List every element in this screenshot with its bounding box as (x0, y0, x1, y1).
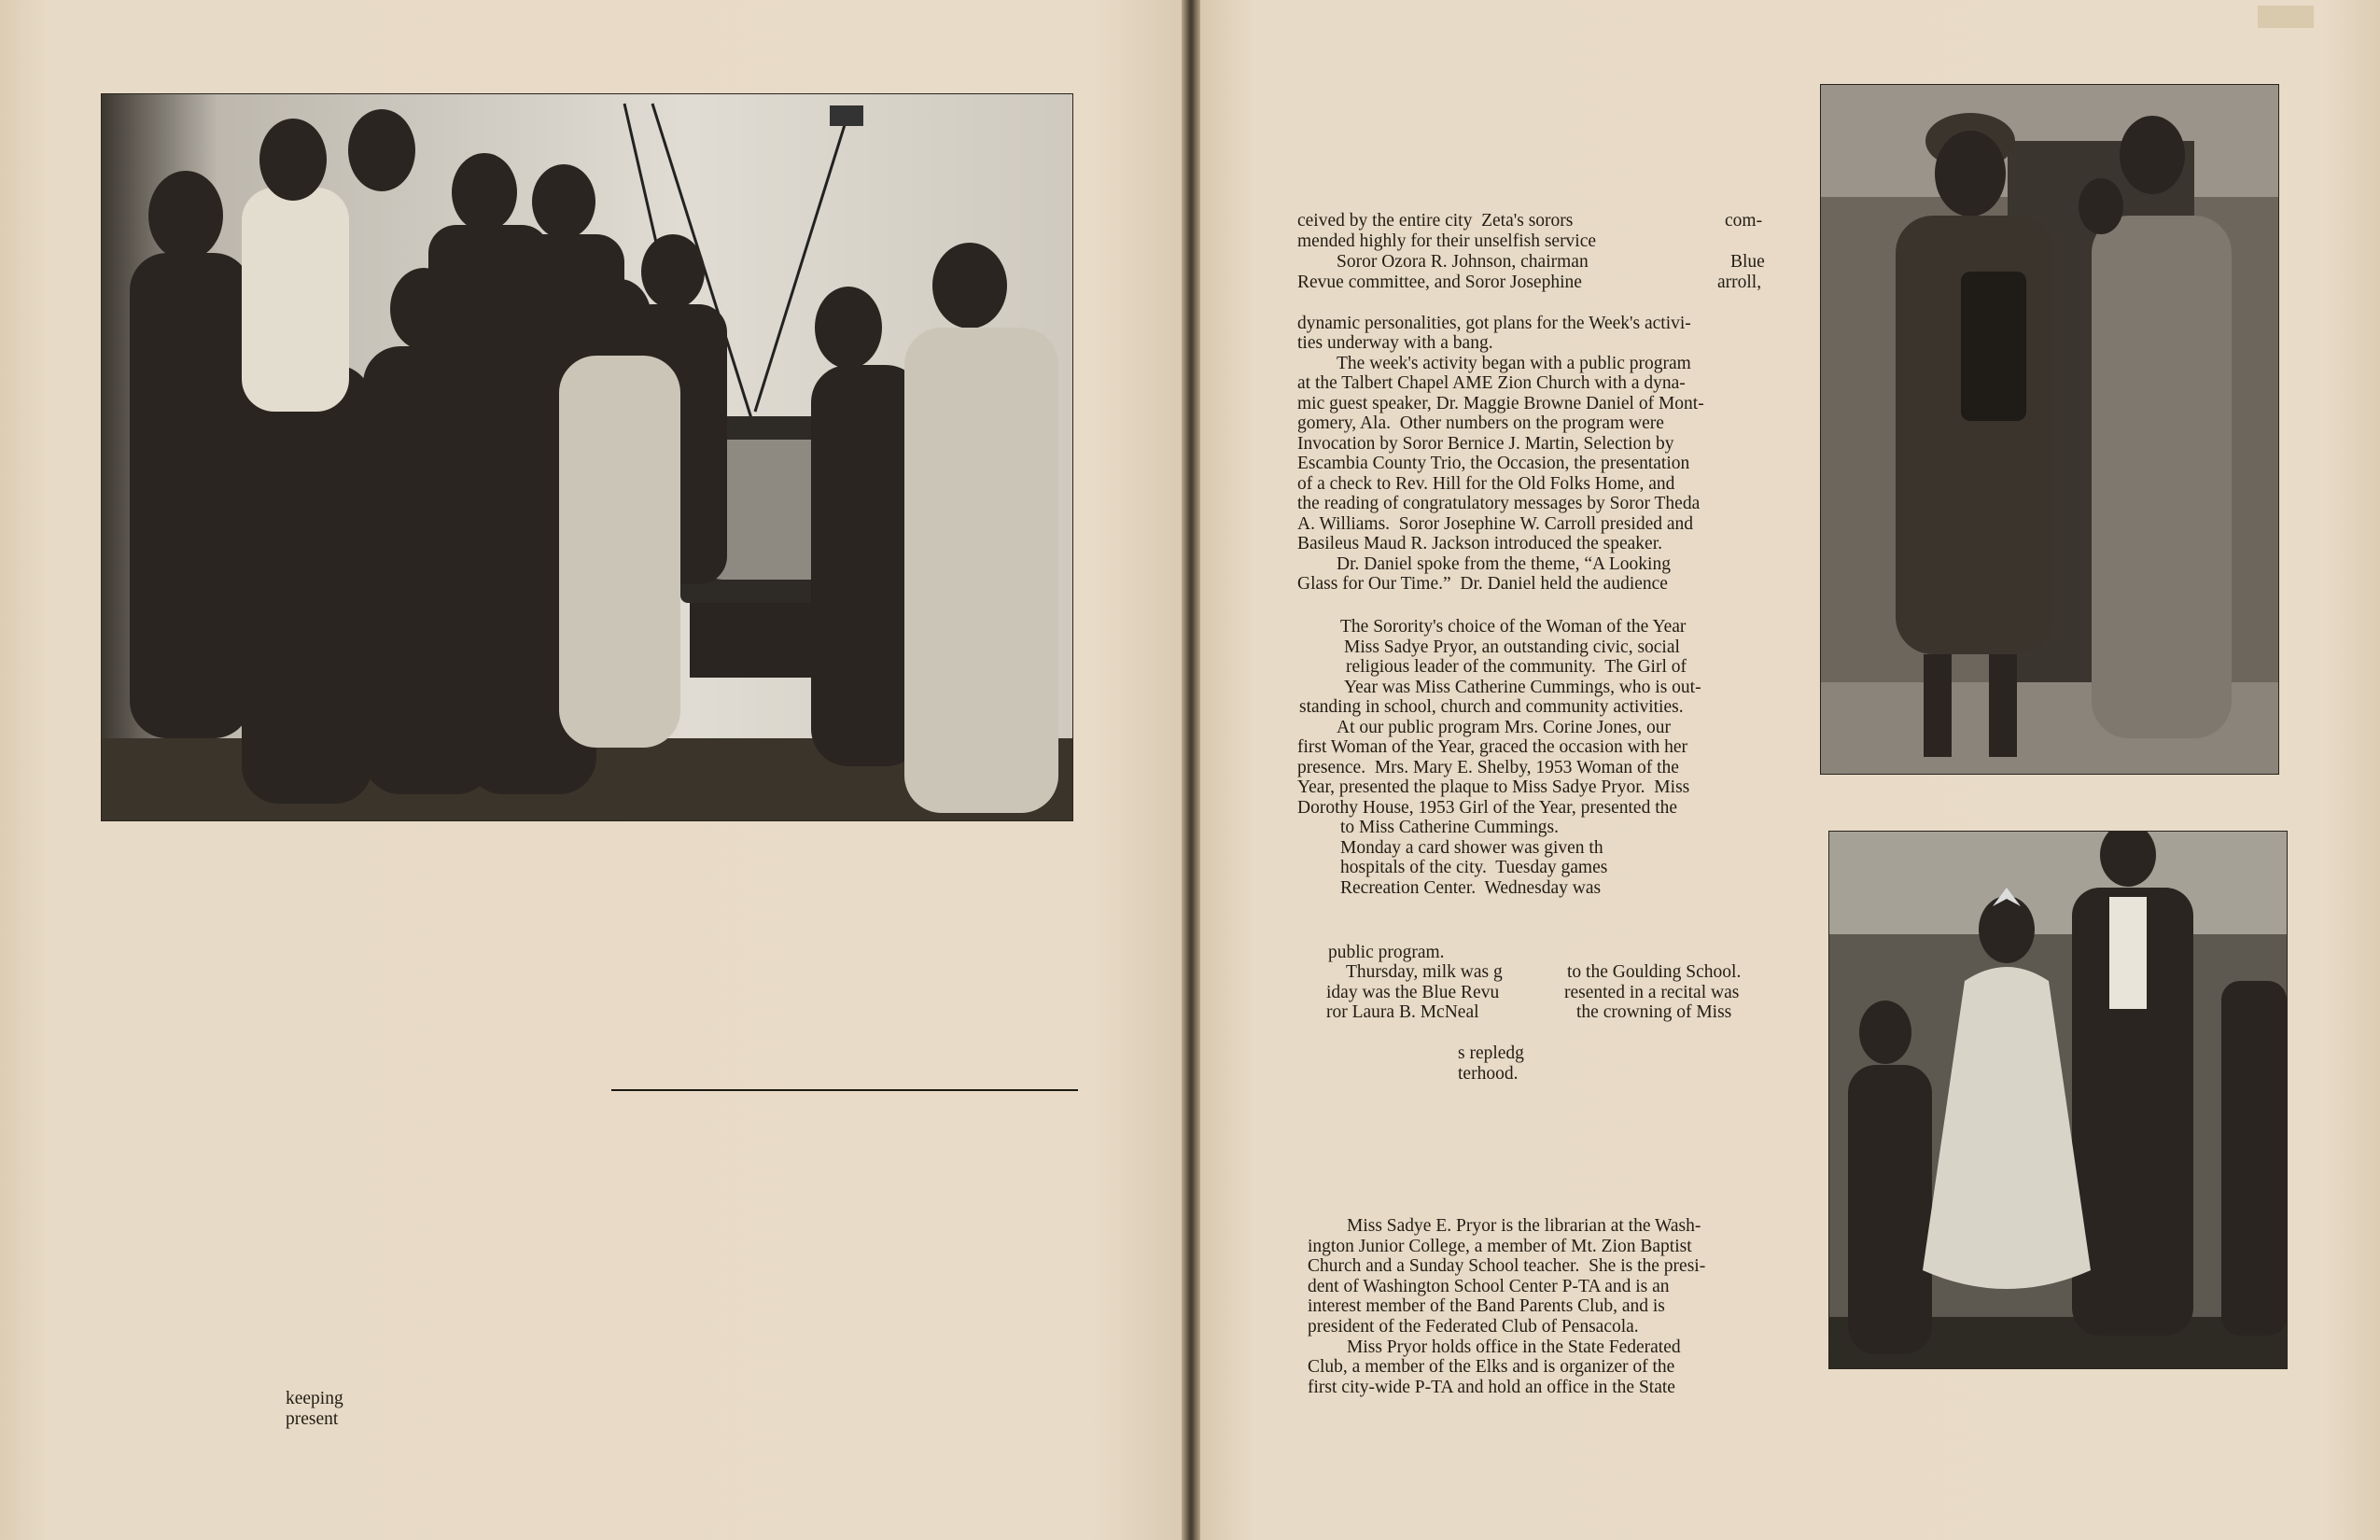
plaque-photo-image (1821, 85, 2278, 774)
para-a-line: gomery, Ala. Other numbers on the program were (1297, 413, 1664, 433)
para-d-line: Miss Sadye E. Pryor is the librarian at the Wash- (1347, 1216, 1701, 1236)
col-a-right-1: com- (1725, 211, 1763, 231)
col-a-line-2: mended highly for their unselfish service (1297, 231, 1597, 251)
para-b-line: standing in school, church and community activities. (1299, 697, 1684, 717)
para-b-line: Recreation Center. Wednesday was (1340, 878, 1602, 898)
para-b-line: Miss Sadye Pryor, an outstanding civic, social (1344, 637, 1680, 657)
para-c-right-line: the crowning of Miss (1576, 1002, 1732, 1022)
para-a-line: mic guest speaker, Dr. Maggie Browne Daniel of Mont- (1297, 394, 1704, 413)
para-b-line: hospitals of the city. Tuesday games (1340, 858, 1608, 877)
para-a-line: A. Williams. Soror Josephine W. Carroll presided and (1297, 514, 1694, 534)
para-c-right-line: resented in a recital was (1564, 983, 1740, 1002)
para-b-line: The Sorority's choice of the Woman of the Year (1340, 617, 1687, 637)
para-a-line: Basileus Maud R. Jackson introduced the speaker. (1297, 534, 1662, 553)
col-a-line-1: ceived by the entire city Zeta's sorors (1297, 211, 1574, 231)
para-a-line: dynamic personalities, got plans for the Week's activi- (1297, 314, 1691, 333)
coronation-photo-image (1829, 832, 2287, 1368)
column-divider-rule (611, 1089, 1078, 1091)
para-c-line: public program. (1328, 943, 1445, 962)
para-b-line: to Miss Catherine Cummings. (1340, 818, 1559, 837)
col-a-right-4: arroll, (1717, 273, 1762, 292)
page-edge-tab (2258, 6, 2314, 28)
para-a-line: the reading of congratulatory messages by Soror Theda (1297, 494, 1701, 513)
para-a-line: The week's activity began with a public program (1337, 354, 1691, 373)
para-a-line: at the Talbert Chapel AME Zion Church with a dyna- (1297, 373, 1686, 393)
para-b-line: religious leader of the community. The Girl of (1346, 657, 1687, 677)
faint-show-through-heading (103, 831, 111, 862)
fragment-line-1: keeping (286, 1389, 343, 1408)
left-page (0, 0, 1188, 1540)
right-page (1194, 0, 2380, 1540)
para-b-line: Year was Miss Catherine Cummings, who is out- (1344, 678, 1701, 697)
para-d-line: president of the Federated Club of Pensacola. (1308, 1317, 1639, 1337)
para-d-line: interest member of the Band Parents Club, and is (1308, 1296, 1665, 1316)
para-b-line: Dorothy House, 1953 Girl of the Year, presented the (1297, 798, 1678, 818)
col-a-line-3: Soror Ozora R. Johnson, chairman (1337, 252, 1589, 272)
para-d-line: ington Junior College, a member of Mt. Zion Baptist (1308, 1237, 1692, 1256)
para-b-line: Year, presented the plaque to Miss Sadye Pryor. Miss (1297, 777, 1690, 797)
para-a-line: ties underway with a bang. (1297, 333, 1493, 353)
book-gutter (1182, 0, 1200, 1540)
para-d-line: dent of Washington School Center P-TA and is an (1308, 1277, 1670, 1296)
col-a-line-4: Revue committee, and Soror Josephine (1297, 273, 1582, 292)
para-c-line: ror Laura B. McNeal (1326, 1002, 1479, 1022)
col-a-right-3: Blue (1730, 252, 1765, 272)
para-a-line: Escambia County Trio, the Occasion, the presentation (1297, 454, 1690, 473)
group-photo-image (102, 94, 1072, 820)
para-a-line: Dr. Daniel spoke from the theme, “A Looking (1337, 554, 1671, 574)
para-c-line: iday was the Blue Revu (1326, 983, 1500, 1002)
para-b-line: presence. Mrs. Mary E. Shelby, 1953 Woman of the (1297, 758, 1679, 777)
para-c-tail-line: s repledg (1458, 1043, 1524, 1063)
para-c-right-line: to the Goulding School. (1567, 962, 1742, 982)
para-a-line: of a check to Rev. Hill for the Old Folks Home, and (1297, 474, 1675, 494)
para-b-line: first Woman of the Year, graced the occasion with her (1297, 737, 1688, 757)
para-b-line: At our public program Mrs. Corine Jones, our (1337, 718, 1671, 737)
para-a-line: Invocation by Soror Bernice J. Martin, Selection by (1297, 434, 1674, 454)
plaque-presentation-photo (1820, 84, 2279, 775)
fragment-line-2: present (286, 1409, 339, 1429)
coronation-photo (1828, 831, 2288, 1369)
para-d-line: Club, a member of the Elks and is organizer of the (1308, 1357, 1675, 1377)
para-c-line: Thursday, milk was g (1346, 962, 1503, 982)
para-d-line: Church and a Sunday School teacher. She is the presi- (1308, 1256, 1706, 1276)
para-d-line: first city-wide P-TA and hold an office in the State (1308, 1378, 1675, 1397)
para-a-line: Glass for Our Time.” Dr. Daniel held the audience (1297, 574, 1668, 594)
para-b-line: Monday a card shower was given th (1340, 838, 1603, 858)
para-d-line: Miss Pryor holds office in the State Federated (1347, 1337, 1681, 1357)
para-c-tail-line: terhood. (1458, 1064, 1519, 1084)
group-photo-women-television (101, 93, 1073, 821)
